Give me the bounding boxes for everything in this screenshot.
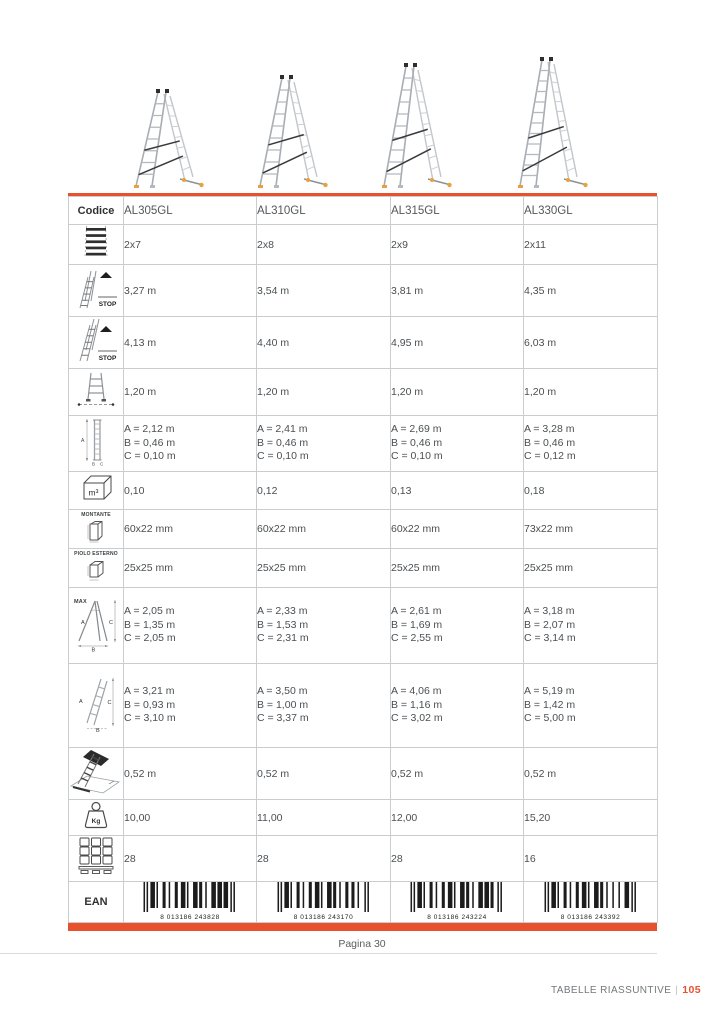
dimension-line: C = 3,14 m [524,632,576,645]
spec-value-cell: 2x7 [124,225,257,265]
spec-value-cell: 4,95 m [391,317,524,369]
dimension-line: C = 0,10 m [391,450,443,463]
closed-dimensions-icon [69,416,124,472]
ean-cell [124,882,257,923]
spec-row-ladder-closed-height-stop [69,265,658,317]
spec-value-cell: 4,35 m [524,265,658,317]
dimension-line: C = 0,10 m [257,450,309,463]
spec-value-cell: 28 [391,836,524,882]
dimension-line: B = 0,46 m [391,436,443,449]
column-header-product-code: AL315GL [391,197,524,225]
dimension-line: B = 1,69 m [391,618,443,631]
spec-value-cell: 60x22 mm [124,510,257,549]
ean-barcode [142,882,238,912]
product-photo-AL305GL [124,84,208,201]
spec-value-cell [257,588,391,664]
spec-value-cell: 6,03 m [524,317,658,369]
column-header-product-code: AL305GL [124,197,257,225]
svg-text:A: A [81,438,85,444]
spec-value-cell: 28 [124,836,257,882]
dimension-line: A = 2,33 m [257,605,308,618]
ladder-extended-height-stop-icon [69,317,124,369]
spec-value-cell [124,588,257,664]
spec-value-cell: 0,52 m [124,748,257,800]
spec-value-cell: 1,20 m [524,369,658,416]
dimension-line: B = 1,16 m [391,698,443,711]
spec-value-cell [524,664,658,748]
a-frame-max-angle-icon [69,588,124,664]
footer-divider-line [0,953,657,954]
dimension-line: C = 0,10 m [124,450,176,463]
dimension-line: B = 0,93 m [124,698,176,711]
dimension-line: A = 5,19 m [524,685,575,698]
spec-value-cell: 28 [257,836,391,882]
svg-text:B: B [91,647,96,652]
column-header-product-code: AL330GL [524,197,658,225]
svg-text:C: C [107,700,112,706]
dimension-line: A = 3,18 m [524,605,575,618]
dimension-line: B = 1,35 m [124,618,176,631]
spec-value-cell [257,416,391,472]
svg-text:STOP: STOP [98,355,117,362]
dimension-line: B = 0,46 m [524,436,576,449]
svg-text:A: A [81,620,85,626]
spec-value-cell: 0,13 [391,472,524,510]
spec-value-cell [124,416,257,472]
ladder-closed-height-stop-icon [69,265,124,317]
spec-row-rail-profile [69,510,658,549]
dimension-line: A = 3,21 m [124,685,175,698]
product-photo-AL330GL [508,52,592,201]
product-photo-AL315GL [372,58,456,201]
spec-value-cell: 1,20 m [124,369,257,416]
footer-separator: | [675,985,679,996]
dimension-line: C = 3,02 m [391,712,443,725]
max-angle-caption: MAX [74,599,87,605]
ean-number: 8 013186 243224 [427,914,487,921]
ean-number: 8 013186 243170 [293,914,354,921]
dimension-line: A = 2,12 m [124,423,175,436]
spec-value-cell: 15,20 [524,800,658,836]
rail-profile-icon [69,510,124,549]
dimension-line: B = 2,07 m [524,618,576,631]
dimension-line: C = 2,55 m [391,632,443,645]
dimension-line: C = 2,31 m [257,632,309,645]
pallet-quantity-icon [69,836,124,882]
ean-label [69,882,124,923]
dimension-line: C = 0,12 m [524,450,576,463]
dimension-line: C = 3,37 m [257,712,309,725]
spec-value-cell [391,588,524,664]
dimension-line: C = 3,10 m [124,712,176,725]
svg-text:C: C [100,461,104,466]
spec-row-a-frame-max-angle [69,588,658,664]
dimension-line: A = 2,41 m [257,423,308,436]
dimension-line: A = 3,28 m [524,423,575,436]
rung-count-icon [69,225,124,265]
spec-value-cell: 3,27 m [124,265,257,317]
dimension-line: B = 1,53 m [257,618,309,631]
spec-value-cell [524,588,658,664]
spec-row-leaning-dimensions [69,664,658,748]
spec-value-cell: 0,52 m [524,748,658,800]
spec-value-cell [524,416,658,472]
spec-value-cell: 3,54 m [257,265,391,317]
stabilizer-bar-icon [69,748,124,800]
dimension-line: A = 3,50 m [257,685,308,698]
spec-value-cell: 11,00 [257,800,391,836]
spec-row-base-width [69,369,658,416]
spec-value-cell: 1,20 m [257,369,391,416]
dimension-line: A = 4,06 m [391,685,442,698]
product-photo-AL310GL [248,70,332,201]
dimension-line: B = 0,46 m [257,436,309,449]
spec-value-cell: 25x25 mm [524,549,658,588]
spec-row-weight [69,800,658,836]
ean-barcode [409,882,505,912]
spec-value-cell: 16 [524,836,658,882]
dimension-line: B = 1,42 m [524,698,576,711]
spec-value-cell: 60x22 mm [257,510,391,549]
barcode-block [409,882,505,921]
spec-value-cell: 1,20 m [391,369,524,416]
ean-number: 8 013186 243828 [160,914,220,921]
barcode-block [142,882,238,921]
ean-barcode [276,882,372,912]
footer-page-number: 105 [682,984,701,996]
dimension-line: A = 2,61 m [391,605,442,618]
spec-value-cell: 25x25 mm [124,549,257,588]
ean-cell [524,882,658,923]
spec-value-cell: 73x22 mm [524,510,658,549]
spec-value-cell: 25x25 mm [391,549,524,588]
svg-text:STOP: STOP [98,301,117,308]
icon-caption: MONTANTE [81,512,111,518]
spec-value-cell: 3,81 m [391,265,524,317]
footer-section-label: TABELLE RIASSUNTIVE [551,985,672,996]
spec-row-ladder-extended-height-stop [69,317,658,369]
spec-value-cell: 60x22 mm [391,510,524,549]
ean-barcode [543,882,639,912]
spec-value-cell: 2x8 [257,225,391,265]
ean-row-label: EAN [84,896,108,908]
table-header-row [69,197,658,225]
spec-value-cell: 10,00 [124,800,257,836]
spec-row-volume [69,472,658,510]
rung-profile-icon [69,549,124,588]
dimension-line: B = 1,00 m [257,698,309,711]
barcode-block [543,882,639,921]
spec-table [68,196,658,923]
ean-cell [257,882,391,923]
svg-text:C: C [109,620,113,626]
dimension-line: A = 2,05 m [124,605,175,618]
spec-value-cell: 2x9 [391,225,524,265]
spec-value-cell: 0,52 m [391,748,524,800]
spec-value-cell: 0,18 [524,472,658,510]
spec-row-closed-dimensions [69,416,658,472]
spec-value-cell: 2x11 [524,225,658,265]
dimension-line: A = 2,69 m [391,423,442,436]
column-header-codice: Codice [69,197,124,225]
spec-value-cell: 4,40 m [257,317,391,369]
volume-icon [69,472,124,510]
footer-section [551,984,701,996]
spec-row-stabilizer-bar [69,748,658,800]
icon-caption: PIOLO ESTERNO [74,551,118,557]
spec-value-cell: 4,13 m [124,317,257,369]
spec-value-cell [391,664,524,748]
svg-text:m³: m³ [88,487,99,498]
dimension-line: C = 5,00 m [524,712,576,725]
spec-row-rung-count [69,225,658,265]
spec-value-cell: 0,10 [124,472,257,510]
dimension-line: B = 0,46 m [124,436,176,449]
spec-value-cell: 25x25 mm [257,549,391,588]
dimension-line: C = 2,05 m [124,632,176,645]
footer-page-ref: Pagina 30 [338,938,386,950]
spec-value-cell [124,664,257,748]
svg-text:A: A [79,699,83,705]
barcode-block [276,882,372,921]
spec-value-cell [391,416,524,472]
spec-value-cell: 0,52 m [257,748,391,800]
spec-value-cell [257,664,391,748]
svg-text:B: B [92,461,96,466]
spec-value-cell: 0,12 [257,472,391,510]
weight-icon [69,800,124,836]
svg-text:Kg: Kg [91,818,101,825]
table-bottom-accent-bar [68,923,657,931]
spec-table-wrap [68,193,657,931]
spec-row-rung-profile [69,549,658,588]
column-header-product-code: AL310GL [257,197,391,225]
spec-row-pallet-quantity [69,836,658,882]
ean-number: 8 013186 243392 [560,914,621,921]
spec-value-cell: 12,00 [391,800,524,836]
svg-text:B: B [96,728,100,732]
ean-cell [391,882,524,923]
leaning-dimensions-icon [69,664,124,748]
spec-row-ean-label [69,882,658,923]
base-width-icon [69,369,124,416]
